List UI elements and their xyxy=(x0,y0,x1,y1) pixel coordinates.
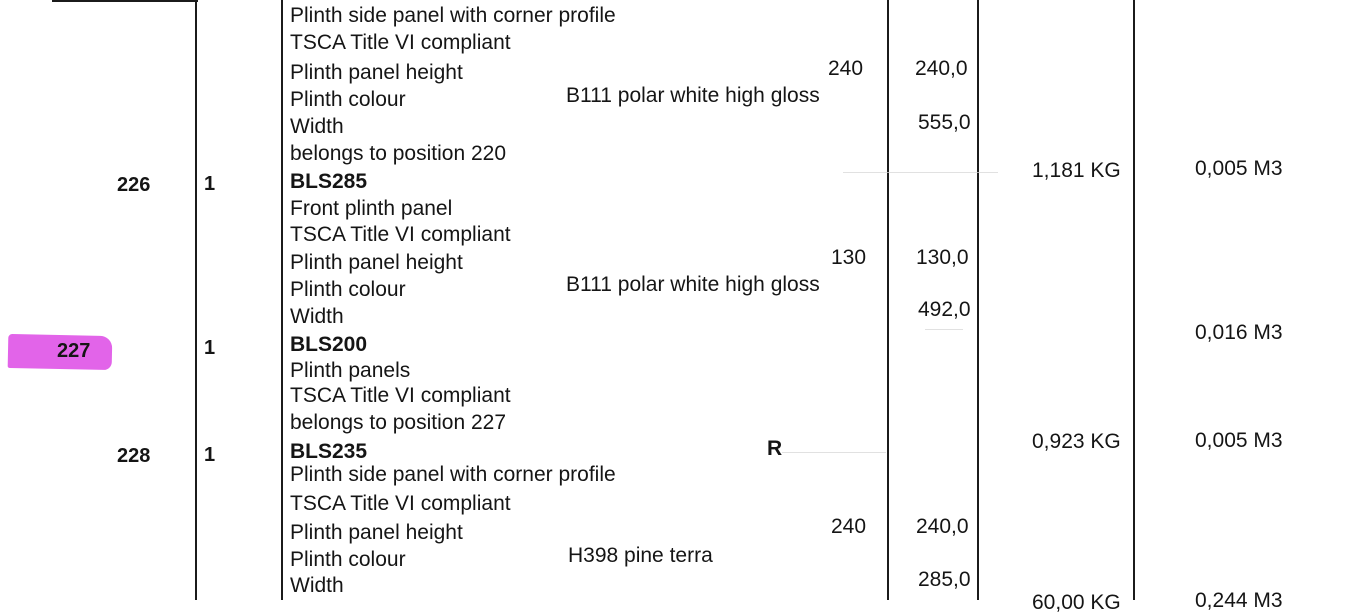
width-measure: 285,0 xyxy=(918,568,971,591)
top-border xyxy=(52,0,198,2)
height-value: 240 xyxy=(831,515,867,538)
height-measure: 240,0 xyxy=(915,57,968,80)
left-border xyxy=(195,0,197,600)
height-value: 240 xyxy=(828,57,864,80)
width-measure: 492,0 xyxy=(918,298,971,321)
colour-value: B111 polar white high gloss xyxy=(566,273,820,296)
article-code: BLS200 xyxy=(290,333,368,356)
weight-value: 1,181 KG xyxy=(1032,159,1121,182)
quantity: 1 xyxy=(204,173,216,195)
description-line: belongs to position 227 xyxy=(290,411,506,434)
description-line: Plinth side panel with corner profile xyxy=(290,4,616,27)
weight-border xyxy=(1133,0,1135,600)
qty-border xyxy=(281,0,283,600)
colour-value: H398 pine terra xyxy=(568,544,713,567)
description-line: Plinth colour xyxy=(290,548,406,571)
description-line: TSCA Title VI compliant xyxy=(290,31,511,54)
article-code: BLS285 xyxy=(290,170,368,193)
description-line: TSCA Title VI compliant xyxy=(290,223,511,246)
description-line: belongs to position 220 xyxy=(290,142,506,165)
description-line: Plinth panel height xyxy=(290,61,463,84)
volume-value: 0,005 M3 xyxy=(1195,157,1283,180)
cut-off-weight: 60,00 KG xyxy=(1032,591,1121,614)
description-line: TSCA Title VI compliant xyxy=(290,384,511,407)
height-measure: 130,0 xyxy=(916,246,969,269)
volume-value: 0,005 M3 xyxy=(1195,429,1283,452)
description-line: Plinth panels xyxy=(290,359,411,382)
description-line: Plinth colour xyxy=(290,278,406,301)
description-line: Front plinth panel xyxy=(290,197,453,220)
weight-value: 0,923 KG xyxy=(1032,430,1121,453)
description-line: Plinth panel height xyxy=(290,251,463,274)
position-number: 227 xyxy=(57,340,91,362)
quantity: 1 xyxy=(204,337,216,359)
position-number: 226 xyxy=(117,174,151,196)
scan-mark-2 xyxy=(782,452,886,453)
description-line: Plinth side panel with corner profile xyxy=(290,463,616,486)
description-line: Plinth panel height xyxy=(290,521,463,544)
scan-mark-1 xyxy=(843,172,998,173)
cut-off-volume: 0,244 M3 xyxy=(1195,589,1283,612)
description-line: Width xyxy=(290,115,344,138)
value-border xyxy=(977,0,979,600)
position-number: 228 xyxy=(117,445,151,467)
description-line: Width xyxy=(290,305,344,328)
colour-value: B111 polar white high gloss xyxy=(566,84,820,107)
marker-r: R xyxy=(767,437,783,460)
volume-value: 0,016 M3 xyxy=(1195,321,1283,344)
width-measure: 555,0 xyxy=(918,111,971,134)
description-border xyxy=(887,0,889,600)
article-code: BLS235 xyxy=(290,440,368,463)
height-measure: 240,0 xyxy=(916,515,969,538)
height-value: 130 xyxy=(831,246,867,269)
description-line: Plinth colour xyxy=(290,88,406,111)
quantity: 1 xyxy=(204,444,216,466)
description-line: Width xyxy=(290,574,344,597)
scan-mark-3 xyxy=(925,329,963,330)
description-line: TSCA Title VI compliant xyxy=(290,492,511,515)
